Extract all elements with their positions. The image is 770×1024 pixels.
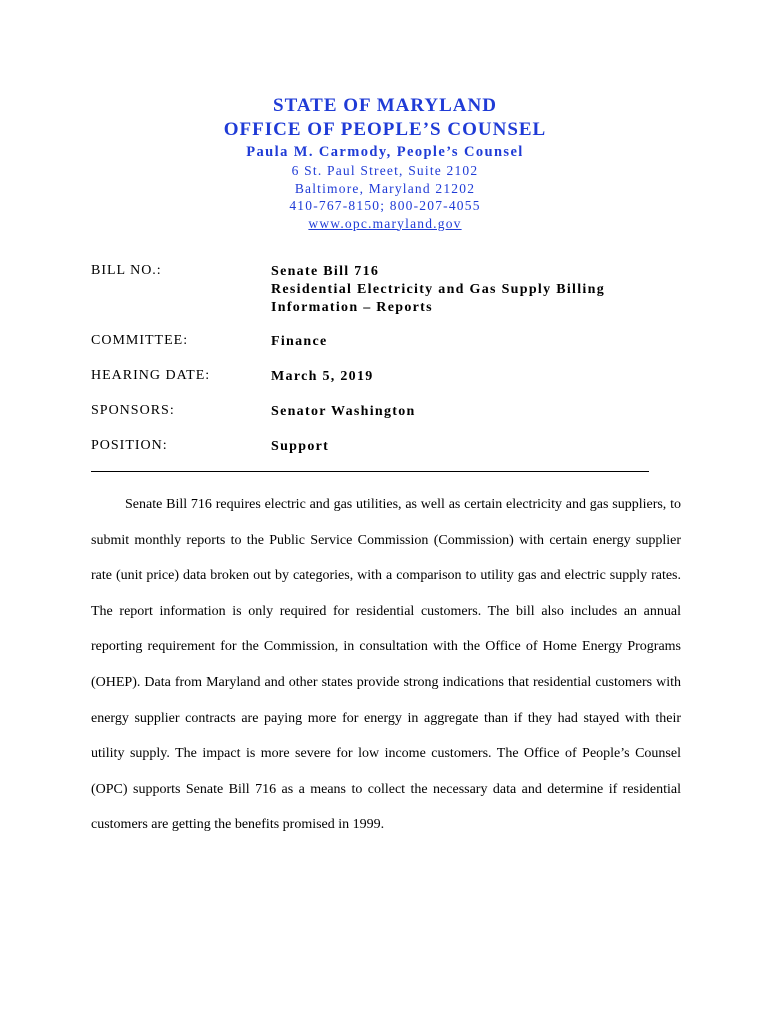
- header-state: STATE OF MARYLAND: [273, 95, 497, 116]
- sponsors-label: SPONSORS:: [91, 403, 175, 418]
- bill-title-line1: Residential Electricity and Gas Supply Billing: [271, 282, 606, 297]
- hearing-date-label: HEARING DATE:: [91, 368, 211, 383]
- header-office: OFFICE OF PEOPLE’S COUNSEL: [223, 119, 547, 140]
- hearing-date-row: [91, 368, 691, 403]
- horizontal-divider: [91, 471, 649, 472]
- header-address-line1: 6 St. Paul Street, Suite 2102: [291, 163, 479, 178]
- bill-row: [91, 263, 691, 333]
- header-website-link[interactable]: www.opc.maryland.gov: [308, 215, 462, 231]
- bill-info: [91, 263, 691, 458]
- bill-value: [271, 263, 691, 317]
- header-phone: 410-767-8150; 800-207-4055: [289, 198, 481, 213]
- position-label: POSITION:: [91, 438, 168, 453]
- committee-row: [91, 333, 691, 368]
- header-address-line2: Baltimore, Maryland 21202: [294, 180, 476, 196]
- position-value: Support: [271, 439, 330, 454]
- position-row: [91, 438, 691, 458]
- sponsors-row: [91, 403, 691, 438]
- committee-value: Finance: [271, 334, 328, 349]
- bill-title-line2: Information – Reports: [271, 300, 433, 315]
- sponsors-value: Senator Washington: [271, 404, 416, 419]
- header-counsel: Paula M. Carmody, People’s Counsel: [246, 144, 524, 160]
- letterhead: [0, 94, 770, 232]
- body-paragraph: Senate Bill 716 requires electric and gas utilities, as well as certain electricity and gas suppliers, to submit monthly reports to the Public Service Commission (Commission) with certain energy supplier rate (unit price) data broken out by categories, with a comparison to utility gas and electric supply rates. The report information is only required for residential customers. The bill also includes an annual reporting requirement for the Commission, in consultation with the Office of Home Energy Programs (OHEP). Data from Maryland and other states provide strong indications that residential customers with energy supplier contracts are paying more for energy in aggregate than if they had stayed with their utility supply. The impact is more severe for low income customers. The Office of People’s Counsel (OPC) supports Senate Bill 716 as a means to collect the necessary data and determine if residential customers are getting the benefits promised in 1999.: [91, 497, 681, 833]
- bill-number: Senate Bill 716: [271, 264, 380, 279]
- hearing-date-value: March 5, 2019: [271, 369, 374, 384]
- bill-label: BILL NO.:: [91, 263, 162, 278]
- committee-label: COMMITTEE:: [91, 333, 189, 348]
